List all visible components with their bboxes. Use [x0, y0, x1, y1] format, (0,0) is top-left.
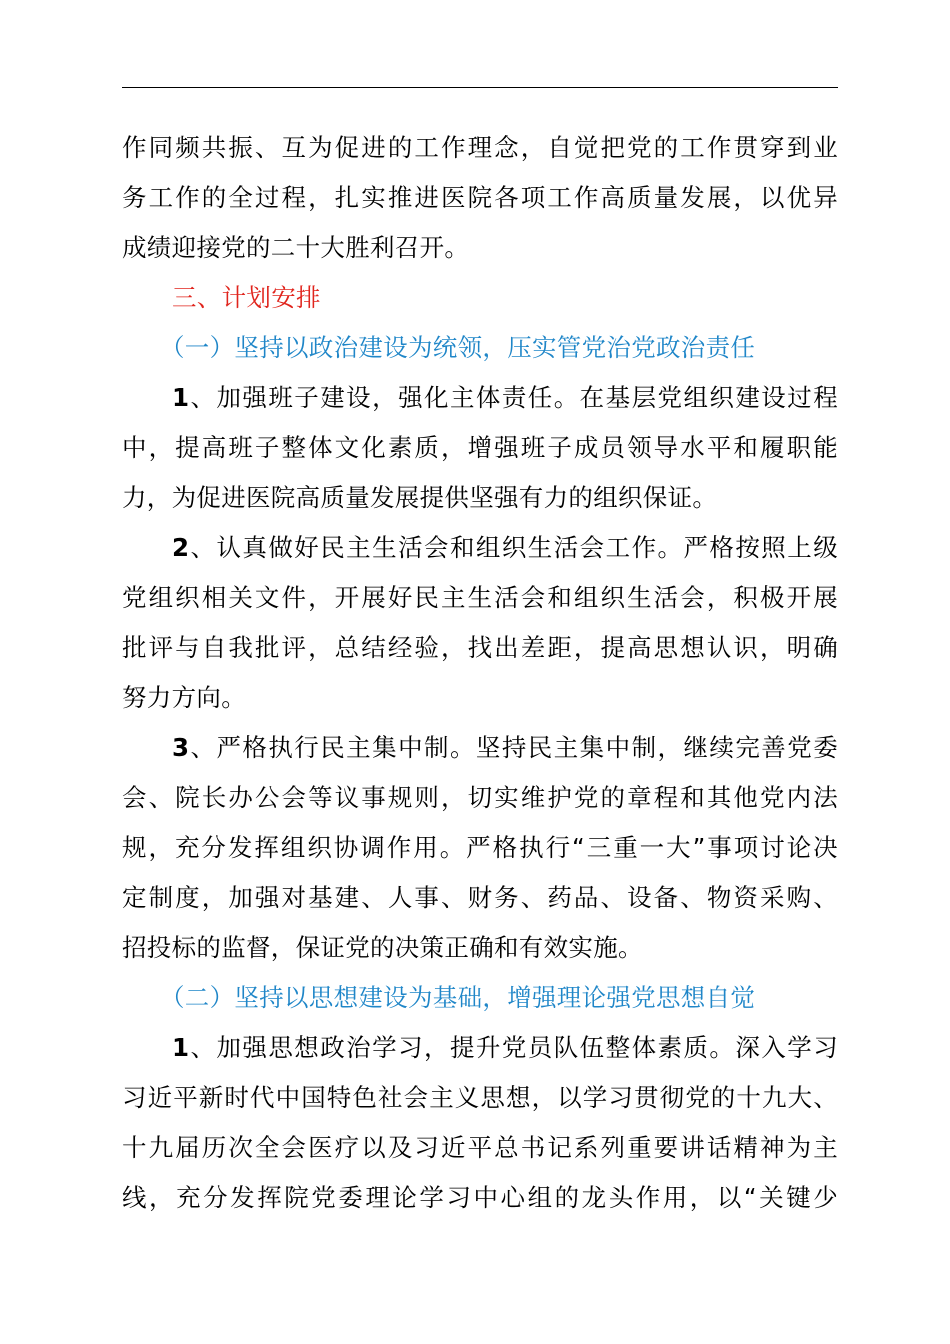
body-line: 招投标的监督，保证党的决策正确和有效实施。: [122, 933, 643, 962]
subsection-heading: （二）坚持以思想建设为基础，增强理论强党思想自觉: [160, 983, 756, 1012]
item-text: 、加强班子建设，强化主体责任。在基层党组织建设过程: [189, 383, 838, 412]
body-line: 中，提高班子整体文化素质，增强班子成员领导水平和履职能: [122, 433, 838, 462]
item-number: 1: [172, 383, 190, 412]
item-text: 、认真做好民主生活会和组织生活会工作。严格按照上级: [189, 533, 838, 562]
item-first-line: [172, 523, 838, 573]
body-line: 线，充分发挥院党委理论学习中心组的龙头作用，以“关键少: [122, 1183, 838, 1212]
body-line: 十九届历次全会医疗以及习近平总书记系列重要讲话精神为主: [122, 1133, 838, 1162]
body-line: 会、院长办公会等议事规则，切实维护党的章程和其他党内法: [122, 783, 838, 812]
section-heading: 三、计划安排: [172, 283, 321, 312]
item-text: 、加强思想政治学习，提升党员队伍整体素质。深入学习: [189, 1033, 838, 1062]
body-line: 务工作的全过程，扎实推进医院各项工作高质量发展，以优异: [122, 183, 838, 212]
body-line: 努力方向。: [122, 683, 246, 712]
body-line: 定制度，加强对基建、人事、财务、药品、设备、物资采购、: [122, 883, 838, 912]
subsection-heading: （一）坚持以政治建设为统领，压实管党治党政治责任: [160, 333, 756, 362]
body-line: 作同频共振、互为促进的工作理念，自觉把党的工作贯穿到业: [122, 133, 838, 162]
body-line: 党组织相关文件，开展好民主生活会和组织生活会，积极开展: [122, 583, 838, 612]
item-first-line: [172, 723, 838, 773]
item-text: 、严格执行民主集中制。坚持民主集中制，继续完善党委: [189, 733, 838, 762]
body-line: 批评与自我批评，总结经验，找出差距，提高思想认识，明确: [122, 633, 838, 662]
item-number: 1: [172, 1033, 190, 1062]
body-line: 规，充分发挥组织协调作用。严格执行“三重一大”事项讨论决: [122, 833, 838, 862]
header-rule: [122, 87, 838, 88]
item-first-line: [172, 1023, 838, 1073]
body-line: 力，为促进医院高质量发展提供坚强有力的组织保证。: [122, 483, 718, 512]
item-first-line: [172, 373, 838, 423]
item-number: 2: [172, 533, 190, 562]
body-line: 成绩迎接党的二十大胜利召开。: [122, 233, 470, 262]
body-line: 习近平新时代中国特色社会主义思想，以学习贯彻党的十九大、: [122, 1083, 838, 1112]
item-number: 3: [172, 733, 190, 762]
